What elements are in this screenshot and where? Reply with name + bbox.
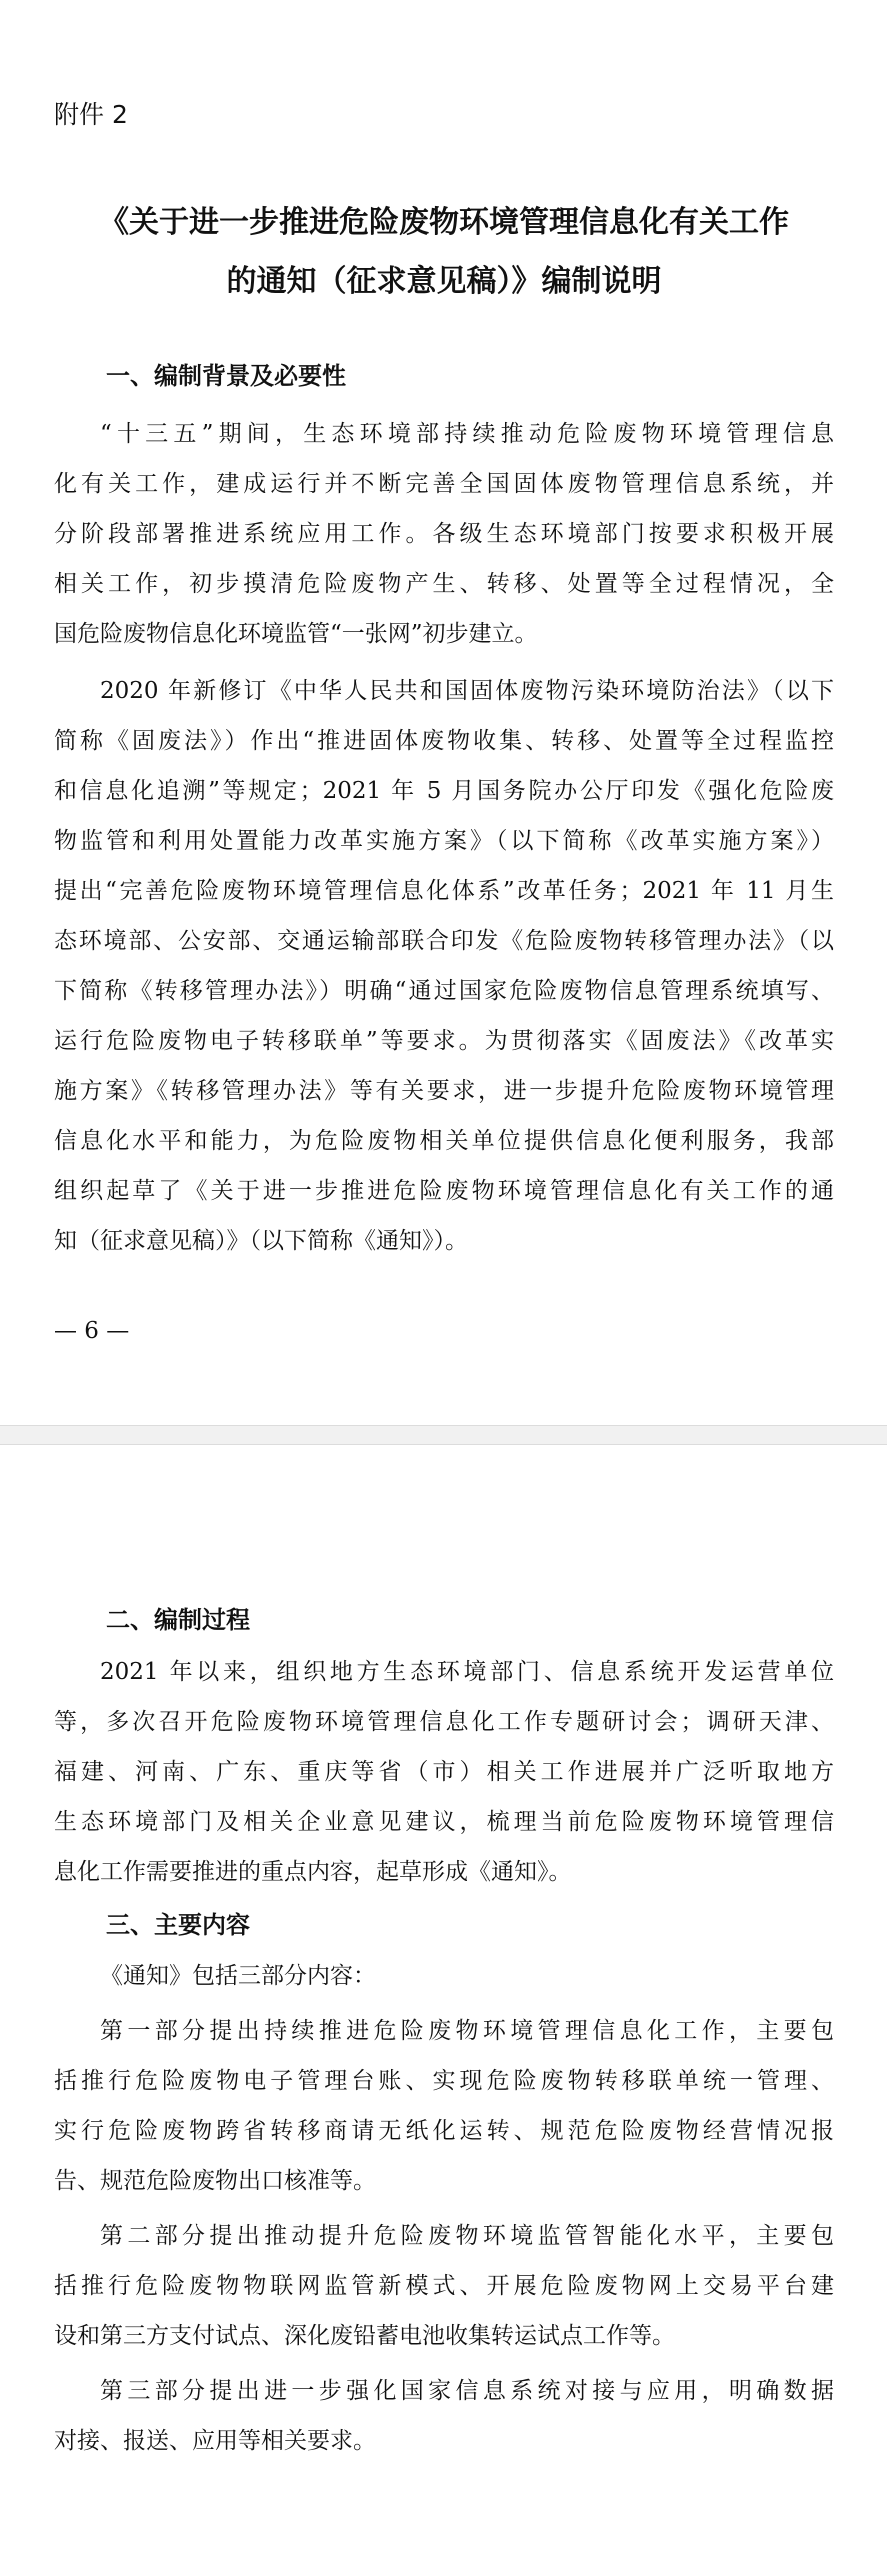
paragraph-line: 态环境部、公安部、交通运输部联合印发《危险废物转移管理办法》（以 <box>54 928 834 954</box>
paragraph-line: 化有关工作，建成运行并不断完善全国固体废物管理信息系统，并 <box>54 471 834 497</box>
paragraph-line: 第一部分提出持续推进危险废物环境管理信息化工作，主要包 <box>100 2018 834 2044</box>
document-page-2 <box>0 1445 887 2568</box>
title-line-2: 的通知（征求意见稿）》编制说明 <box>226 264 662 299</box>
paragraph-line: “十三五”期间，生态环境部持续推动危险废物环境管理信息 <box>100 421 834 447</box>
paragraph-line: 物监管和利用处置能力改革实施方案》（以下简称《改革实施方案》） <box>54 828 834 854</box>
paragraph-line: 信息化水平和能力，为危险废物相关单位提供信息化便利服务，我部 <box>54 1128 834 1154</box>
title-line-1: 《关于进一步推进危险废物环境管理信息化有关工作 <box>99 205 789 240</box>
paragraph-line: 实行危险废物跨省转移商请无纸化运转、规范危险废物经营情况报 <box>54 2118 834 2144</box>
paragraph-line: 2021 年以来，组织地方生态环境部门、信息系统开发运营单位 <box>100 1659 834 1685</box>
paragraph-line: 括推行危险废物物联网监管新模式、开展危险废物网上交易平台建 <box>54 2273 834 2299</box>
paragraph-line: 告、规范危险废物出口核准等。 <box>54 2168 376 2194</box>
paragraph-line: 相关工作，初步摸清危险废物产生、转移、处置等全过程情况，全 <box>54 571 834 597</box>
paragraph-line: 和信息化追溯”等规定；2021 年 5 月国务院办公厅印发《强化危险废 <box>54 778 834 804</box>
paragraph-line: 提出“完善危险废物环境管理信息化体系”改革任务；2021 年 11 月生 <box>54 878 834 904</box>
paragraph-line: 国危险废物信息化环境监管“一张网”初步建立。 <box>54 621 538 647</box>
paragraph-line: 括推行危险废物电子管理台账、实现危险废物转移联单统一管理、 <box>54 2068 834 2094</box>
paragraph-line: 2020 年新修订《中华人民共和国固体废物污染环境防治法》（以下 <box>100 678 834 704</box>
page-separator <box>0 1425 887 1445</box>
document-title <box>54 193 834 311</box>
page-number: — 6 — <box>54 1318 130 1344</box>
paragraph-line: 施方案》《转移管理办法》等有关要求，进一步提升危险废物环境管理 <box>54 1078 834 1104</box>
paragraph-line: 生态环境部门及相关企业意见建议，梳理当前危险废物环境管理信 <box>54 1809 834 1835</box>
paragraph-line: 分阶段部署推进系统应用工作。各级生态环境部门按要求积极开展 <box>54 521 834 547</box>
section-3-heading: 三、主要内容 <box>106 1911 250 1939</box>
paragraph-line: 组织起草了《关于进一步推进危险废物环境管理信息化有关工作的通 <box>54 1178 834 1204</box>
paragraph-line: 第三部分提出进一步强化国家信息系统对接与应用，明确数据 <box>100 2378 834 2404</box>
paragraph-line: 知（征求意见稿）》（以下简称《通知》）。 <box>54 1228 468 1254</box>
paragraph-line: 运行危险废物电子转移联单”等要求。为贯彻落实《固废法》《改革实 <box>54 1028 834 1054</box>
paragraph-line: 息化工作需要推进的重点内容，起草形成《通知》。 <box>54 1859 572 1885</box>
paragraph-line: 简称《固废法》）作出“推进固体废物收集、转移、处置等全过程监控 <box>54 728 834 754</box>
section-1-heading: 一、编制背景及必要性 <box>106 362 346 390</box>
paragraph-line: 福建、河南、广东、重庆等省（市）相关工作进展并广泛听取地方 <box>54 1759 834 1785</box>
section-2-heading: 二、编制过程 <box>106 1606 250 1634</box>
paragraph-line: 设和第三方支付试点、深化废铅蓄电池收集转运试点工作等。 <box>54 2323 675 2349</box>
attachment-label: 附件 2 <box>54 100 128 129</box>
section-3-intro: 《通知》包括三部分内容： <box>100 1963 376 1989</box>
paragraph-line: 对接、报送、应用等相关要求。 <box>54 2428 376 2454</box>
paragraph-line: 下简称《转移管理办法》）明确“通过国家危险废物信息管理系统填写、 <box>54 978 834 1004</box>
paragraph-line: 第二部分提出推动提升危险废物环境监管智能化水平，主要包 <box>100 2223 834 2249</box>
paragraph-line: 等，多次召开危险废物环境管理信息化工作专题研讨会；调研天津、 <box>54 1709 834 1735</box>
